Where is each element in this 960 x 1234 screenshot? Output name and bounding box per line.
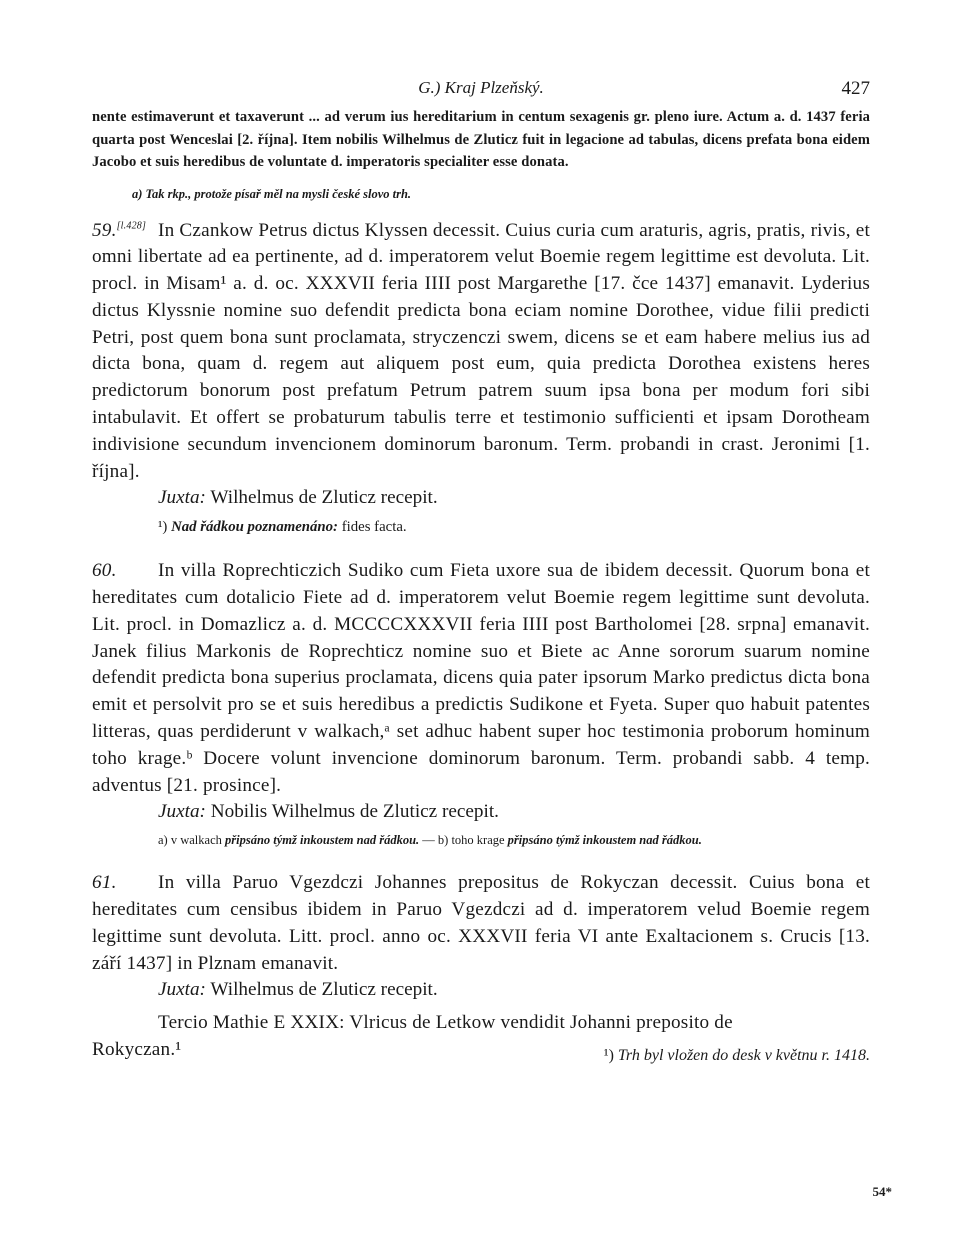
entry-60 (92, 558, 870, 799)
juxta-label: Juxta: (158, 979, 206, 1001)
running-title: G.) Kraj Plzeňský. (418, 78, 544, 97)
page-number: 427 (841, 78, 870, 99)
juxta-label: Juxta: (158, 487, 206, 509)
entry-text: In Czankow Petrus dictus Klyssen decessit. Cuius curia cum araturis, agris, pratis, rivis, et omni libertate ad ea pertinente, ad d. imperatorem velut Boemie regem legittime est devoluta. Lit. procl. in Misam¹ a. d. oc. XXXVII feria IIII post Margarethe [17. čce 1437] emanavit. Lyderius dictus Klyssnie nomine suo defendit predicta bona eciam nomine Dorothee, vidue filii predicti Petri, post quem bona sunt proclamata, stryczenczi swem, dicens se et eam habere melius ius ad dicta bona, quam d. regem aut aliquem post eum, quia predicta Dorothea existens heres predictorum bonorum post prefatum Petrum patrem suum ipsa bona per modum fori sibi intabulavit. Et offert se probaturum tabulis terre et testimonio sufficienti et ipsam Dorotheam indivisione secundum invencionem dominorum baronum. Term. probandi in crast. Jeronimi [1. října]. (92, 219, 870, 482)
entry-59 (92, 218, 870, 486)
marginal-reference: [l.428] (116, 220, 147, 232)
footnote-59: ¹) Nad řádkou poznamenáno: fides facta. (158, 519, 407, 536)
juxta-line (158, 799, 870, 826)
juxta-line (158, 977, 870, 1004)
juxta-text: Wilhelmus de Zluticz recepit. (210, 979, 438, 1001)
entry-text: In villa Paruo Vgezdczi Johannes prepositus de Rokyczan decessit. Cuius bona et hereditates cum censibus ibidem in Paruo Vgezdczi ad d. imperatorem velud Boemie regem legittime sunt devoluta. Litt. procl. anno oc. XXXVII feria VI ante Exaltacionem s. Crucis [13. září 1437] in Plznam emanavit. (92, 872, 870, 974)
juxta-text: Nobilis Wilhelmus de Zluticz recepit. (210, 801, 499, 823)
entry-number: 59.[l.428] (92, 219, 147, 241)
entry-number: 60. (92, 560, 117, 582)
juxta-line (158, 485, 870, 512)
closing-line-2: Rokyczan.¹ ¹) Trh byl vložen do desk v květnu r. 1418. (92, 1039, 870, 1065)
entry-61 (92, 870, 870, 977)
page-header (92, 72, 870, 106)
intro-footnote: a) Tak rkp., protože písař měl na mysli české slovo trh. (132, 186, 412, 201)
footnote-60: a) v walkach připsáno týmž inkoustem nad řádkou. — b) toho krage připsáno týmž inkoustem nad řádkou. (158, 833, 702, 848)
intro-paragraph: nente estimaverunt et taxaverunt ... ad verum ius hereditarium in centum sexagenis gr. pleno iure. Actum a. d. 1437 feria quarta post Wenceslai [2. října]. Item nobilis Wilhelmus de Zluticz fuit in legacione ad tabulas, dicens prefata bona eidem Jacobo et suis heredibus de voluntate d. imperatoris specialiter esse donata. (92, 109, 870, 170)
entry-text: In villa Roprechticzich Sudiko cum Fieta uxore sua de ibidem decessit. Quorum bona et hereditates cum dotalicio Fiete ad d. imperatorem velut Boemie regem legittime sunt devoluta. Lit. procl. in Domazlicz a. d. MCCCCXXXVII feria IIII post Bartholomei [28. srpna] emanavit. Janek filius Markonis de Roprechticz nomine suo et Biete ac Anne sororum suarum nomine defendit predicta bona superius proclamata, dicens quia pater ipsorum Marko predictus dicta bona emit et persolvit pro se et suis heredibus a predictis Sudikone et Fyeta. Super quo habuit patentes litteras, quas perdiderunt v walkach,ᵃ set adhuc habent super hoc testimonia proborum hominum toho krage.ᵇ Docere volunt invencione dominorum baronum. Term. probandi sabb. 4 temp. adventus [21. prosince]. (92, 560, 870, 796)
juxta-text: Wilhelmus de Zluticz recepit. (210, 487, 438, 509)
closing-line-1: Tercio Mathie E XXIX: Vlricus de Letkow vendidit Johanni preposito de (158, 1012, 733, 1034)
signature-mark: 54* (872, 1184, 892, 1199)
document-page (92, 72, 870, 1065)
closing-footnote: ¹) Trh byl vložen do desk v květnu r. 1418. (603, 1047, 870, 1065)
juxta-label: Juxta: (158, 801, 206, 823)
entry-number: 61. (92, 872, 117, 894)
